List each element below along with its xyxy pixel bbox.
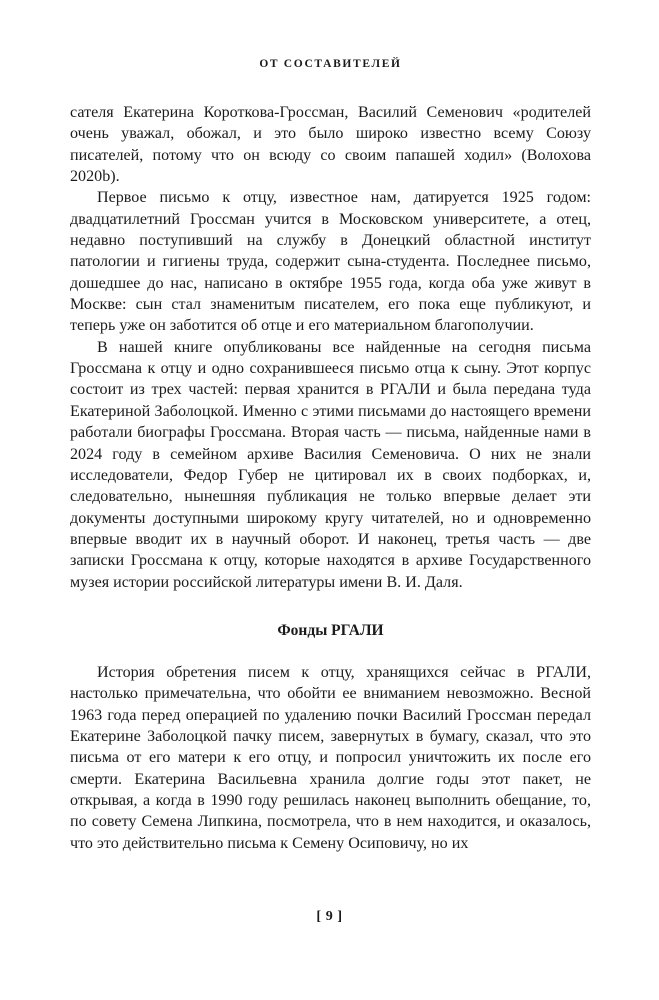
page-text-block: [70, 0, 591, 854]
paragraph-first-letter: Первое письмо к отцу, известное нам, датируется 1925 годом: двадцатилетний Гроссман учится в Московском университете, а отец, недавно поступивший на службу в Донецкий областной институт патологии и гигиены труда, содержит сына-студента. Последнее письмо, дошедшее до нас, написано в октябре 1955 года, когда оба уже живут в Москве: сын стал знаменитым писателем, его пока еще публикуют, и теперь уже он заботится об отце и его материальном благополучии.: [70, 189, 591, 335]
section-subheading: Фонды РГАЛИ: [277, 621, 384, 639]
paragraph-corpus: В нашей книге опубликованы все найденные на сегодня письма Гроссмана к отцу и одно сохранившееся письмо отца к сыну. Этот корпус состоит из трех частей: первая хранится в РГАЛИ и была передана туда Екатериной Заболоцкой. Именно с этими письмами до настоящего времени работали биографы Гроссмана. Вторая часть — письма, найденные нами в 2024 году в семейном архиве Василия Семеновича. О них не знали исследователи, Федор Губер не цитировал их в своих подборках, и, следовательно, нынешняя публикация не только впервые делает эти документы доступными широкому кругу читателей, но и одновременно впервые вводит их в научный оборот. И наконец, третья часть — две записки Гроссмана к отцу, которые находятся в архиве Государственного музея истории российской литературы имени В. И. Даля.: [70, 338, 591, 591]
page-number: [ 9 ]: [316, 909, 343, 924]
paragraph-rgali-history: История обретения писем к отцу, хранящихся сейчас в РГАЛИ, настолько примечательна, что обойти ее вниманием невозможно. Весной 1963 года перед операцией по удалению почки Василий Гроссман передал Екатерине Заболоцкой пачку писем, завернутых в бумагу, сказал, что это письма от его матери к его отцу, и попросил уничтожить их после его смерти. Екатерина Васильевна хранила долгие годы этот пакет, не открывая, а когда в 1990 году решилась наконец выполнить обещание, то, по совету Семена Липкина, посмотрела, что в нем находится, и оказалось, что это действительно письма к Семену Осиповичу, но их: [70, 663, 591, 852]
running-head: ОТ СОСТАВИТЕЛЕЙ: [259, 58, 402, 70]
paragraph-continuation: сателя Екатерина Короткова-Гроссман, Василий Семенович «родителей очень уважал, обожал, и это было широко известно всему Союзу писателей, потому что он всюду со своим папашей ходил» (Волохова 2020b).: [70, 104, 591, 186]
body-copy: [70, 102, 591, 854]
